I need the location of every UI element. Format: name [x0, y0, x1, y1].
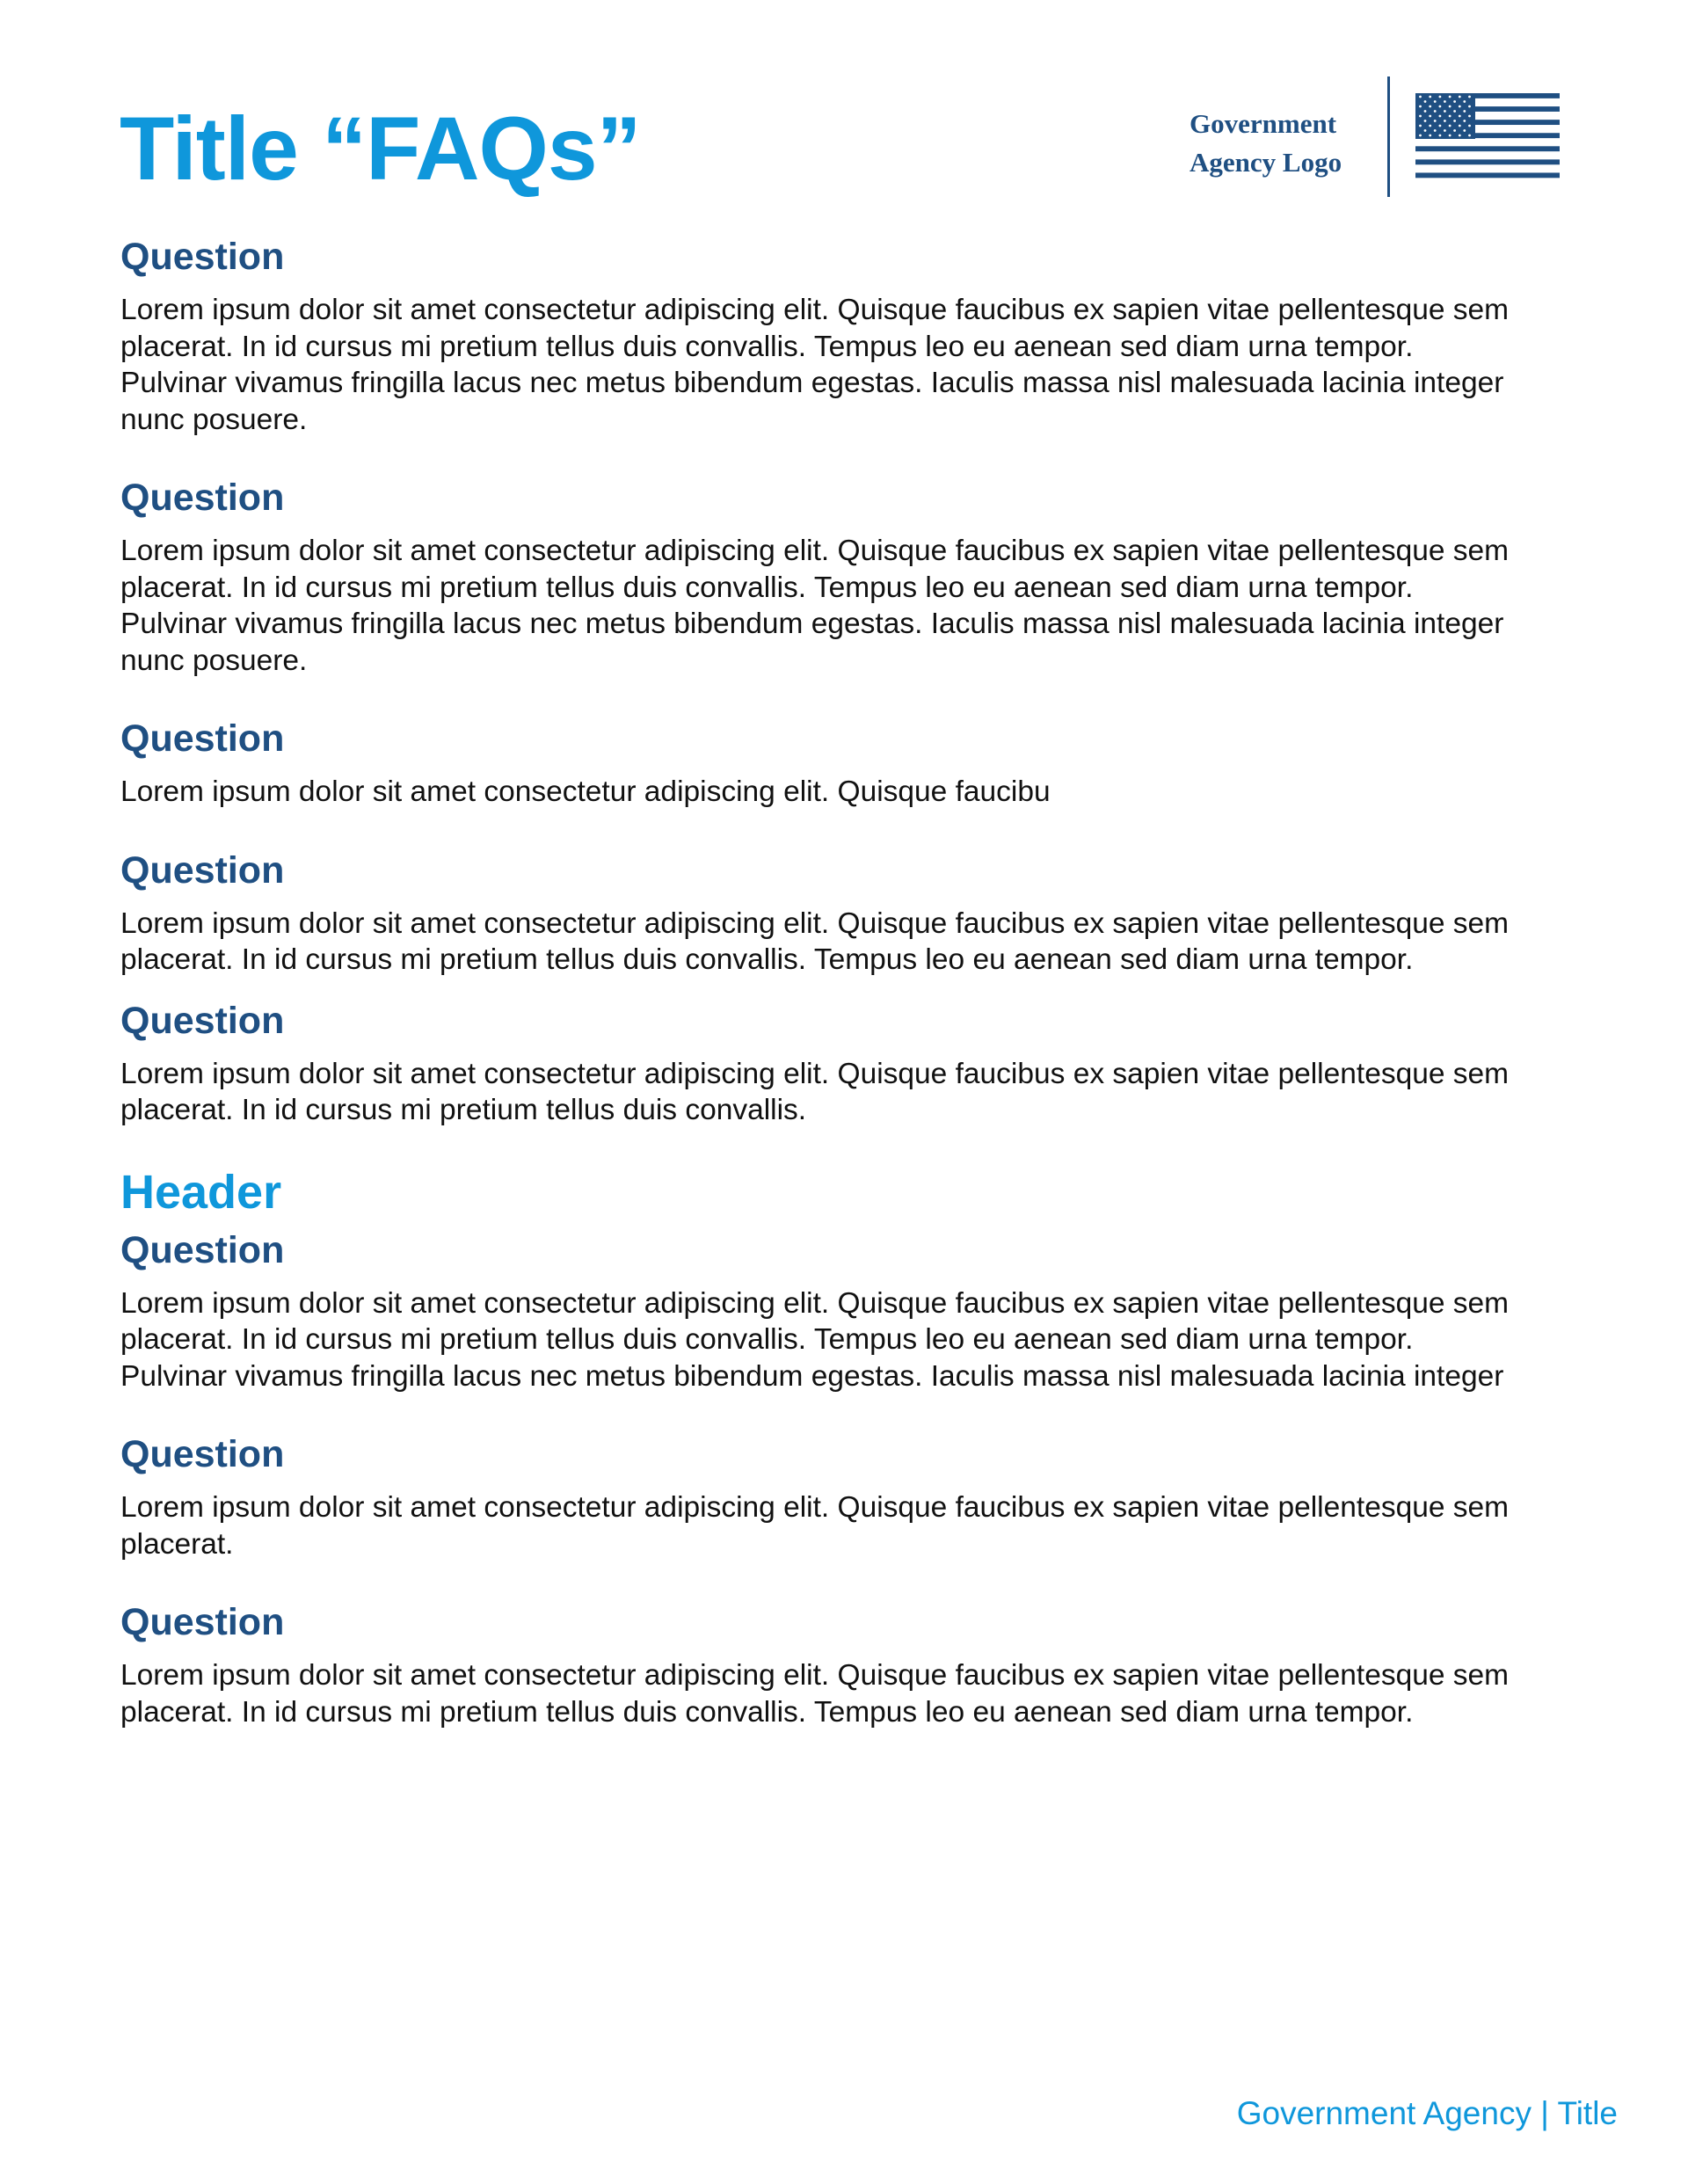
footer: Government Agency | Title [1236, 2095, 1618, 2131]
flag-star [1463, 129, 1466, 132]
faq-question: Question [120, 848, 285, 892]
flag-star [1444, 129, 1446, 132]
flag-stripe [1415, 172, 1560, 178]
answer-line: placerat. [120, 1527, 234, 1561]
flag-star [1439, 135, 1442, 137]
faq-list [120, 232, 1562, 1129]
faq-question: Question [120, 717, 285, 760]
us-flag-icon [1415, 93, 1560, 179]
flag-star [1419, 125, 1422, 127]
flag-star [1429, 125, 1431, 127]
faq-answer [120, 774, 1562, 811]
flag-star [1449, 115, 1452, 118]
flag-star [1434, 100, 1437, 103]
page-title: Title “FAQs” [120, 98, 641, 199]
flag-star [1434, 110, 1437, 113]
answer-line: Lorem ipsum dolor sit amet consectetur adipiscing elit. Quisque faucibus ex sapien vitae pellentesque sem [120, 294, 1510, 326]
answer-line: placerat. In id cursus mi pretium tellus duis convallis. Tempus leo eu aenean sed diam urna tempor. [120, 1695, 1414, 1729]
faq-question: Question [120, 999, 285, 1042]
answer-line: Lorem ipsum dolor sit amet consectetur adipiscing elit. Quisque faucibus ex sapien vitae pellentesque sem [120, 1659, 1510, 1692]
faq-question: Question [120, 236, 285, 278]
faq-answer [120, 1489, 1562, 1562]
answer-line: placerat. In id cursus mi pretium tellus duis convallis. Tempus leo eu aenean sed diam urna tempor. [120, 1323, 1414, 1356]
answer-line: Lorem ipsum dolor sit amet consectetur adipiscing elit. Quisque faucibus ex sapien vitae pellentesque sem [120, 1057, 1510, 1090]
flag-star [1439, 106, 1442, 108]
answer-line: Lorem ipsum dolor sit amet consectetur adipiscing elit. Quisque faucibus ex sapien vitae pellentesque sem [120, 906, 1510, 940]
flag-star [1419, 106, 1422, 108]
flag-stripe [1415, 159, 1560, 164]
faq-answer [120, 1285, 1562, 1395]
logo-divider [1387, 76, 1390, 197]
answer-line: nunc posuere. [120, 644, 308, 677]
answer-line: placerat. In id cursus mi pretium tellus duis convallis. [120, 1094, 807, 1126]
flag-star [1424, 110, 1427, 113]
flag-star [1424, 120, 1427, 122]
faq-question: Question [120, 1433, 285, 1475]
flag-star [1424, 100, 1427, 103]
answer-line: Lorem ipsum dolor sit amet consectetur adipiscing elit. Quisque faucibu [120, 775, 1051, 808]
faq-question: Question [120, 1228, 285, 1271]
flag-star [1453, 129, 1456, 132]
faq-answer [120, 533, 1562, 679]
faq-question: Question [120, 1601, 285, 1643]
flag-star [1453, 120, 1456, 122]
faq-item [120, 1598, 1562, 1730]
faq-answer [120, 292, 1562, 438]
flag-star [1468, 96, 1471, 98]
flag-star [1429, 135, 1431, 137]
logo-line-1: Government [1190, 108, 1337, 139]
answer-line: Pulvinar vivamus fringilla lacus nec metus bibendum egestas. Iaculis massa nisl malesuada lacinia integer [120, 1359, 1504, 1393]
flag-star [1439, 115, 1442, 118]
flag-star [1468, 125, 1471, 127]
answer-line: Lorem ipsum dolor sit amet consectetur adipiscing elit. Quisque faucibus ex sapien vitae pellentesque sem [120, 1491, 1510, 1524]
answer-line: Lorem ipsum dolor sit amet consectetur adipiscing elit. Quisque faucibus ex sapien vitae pellentesque sem [120, 535, 1510, 567]
faq-answer [120, 906, 1562, 979]
answer-line: placerat. In id cursus mi pretium tellus duis convallis. Tempus leo eu aenean sed diam urna tempor. [120, 330, 1414, 363]
faq-item [120, 996, 1562, 1129]
flag-star [1444, 100, 1446, 103]
answer-line: Lorem ipsum dolor sit amet consectetur adipiscing elit. Quisque faucibus ex sapien vitae pellentesque sem [120, 1286, 1510, 1320]
faq-content [120, 232, 1562, 1730]
flag-star [1424, 129, 1427, 132]
flag-star [1444, 110, 1446, 113]
section-faq-list [120, 1226, 1562, 1731]
flag-star [1459, 115, 1461, 118]
flag-star [1434, 120, 1437, 122]
flag-star [1449, 125, 1452, 127]
section-header: Header [120, 1165, 282, 1219]
flag-stripe [1415, 146, 1560, 151]
flag-star [1429, 115, 1431, 118]
faq-item [120, 846, 1562, 979]
faq-answer [120, 1657, 1562, 1730]
faq-item [120, 232, 1562, 438]
flag-star [1419, 115, 1422, 118]
flag-star [1439, 96, 1442, 98]
flag-star [1419, 96, 1422, 98]
faq-item [120, 714, 1562, 811]
flag-star [1459, 106, 1461, 108]
flag-star [1459, 125, 1461, 127]
flag-star [1459, 96, 1461, 98]
flag-star [1439, 125, 1442, 127]
answer-line: nunc posuere. [120, 403, 308, 436]
flag-star [1449, 96, 1452, 98]
flag-star [1463, 110, 1466, 113]
agency-logo-text [1190, 105, 1365, 182]
flag-star [1463, 100, 1466, 103]
flag-canton [1415, 93, 1475, 139]
flag-star [1463, 120, 1466, 122]
answer-line: placerat. In id cursus mi pretium tellus duis convallis. Tempus leo eu aenean sed diam urna tempor. [120, 571, 1414, 604]
faq-item [120, 1430, 1562, 1562]
flag-star [1449, 106, 1452, 108]
flag-star [1429, 96, 1431, 98]
flag-star [1468, 106, 1471, 108]
flag-star [1453, 110, 1456, 113]
flag-star [1444, 120, 1446, 122]
logo-line-2: Agency Logo [1190, 147, 1342, 178]
flag-star [1468, 115, 1471, 118]
flag-star [1449, 135, 1452, 137]
flag-star [1419, 135, 1422, 137]
flag-star [1453, 100, 1456, 103]
flag-star [1459, 135, 1461, 137]
faq-question: Question [120, 477, 285, 519]
flag-star [1468, 135, 1471, 137]
faq-item [120, 473, 1562, 679]
faq-answer [120, 1056, 1562, 1129]
answer-line: Pulvinar vivamus fringilla lacus nec metus bibendum egestas. Iaculis massa nisl malesuada lacinia integer [120, 608, 1504, 640]
answer-line: placerat. In id cursus mi pretium tellus duis convallis. Tempus leo eu aenean sed diam urna tempor. [120, 943, 1414, 976]
flag-star [1429, 106, 1431, 108]
answer-line: Pulvinar vivamus fringilla lacus nec metus bibendum egestas. Iaculis massa nisl malesuada lacinia integer [120, 367, 1504, 399]
faq-item [120, 1226, 1562, 1395]
flag-star [1434, 129, 1437, 132]
